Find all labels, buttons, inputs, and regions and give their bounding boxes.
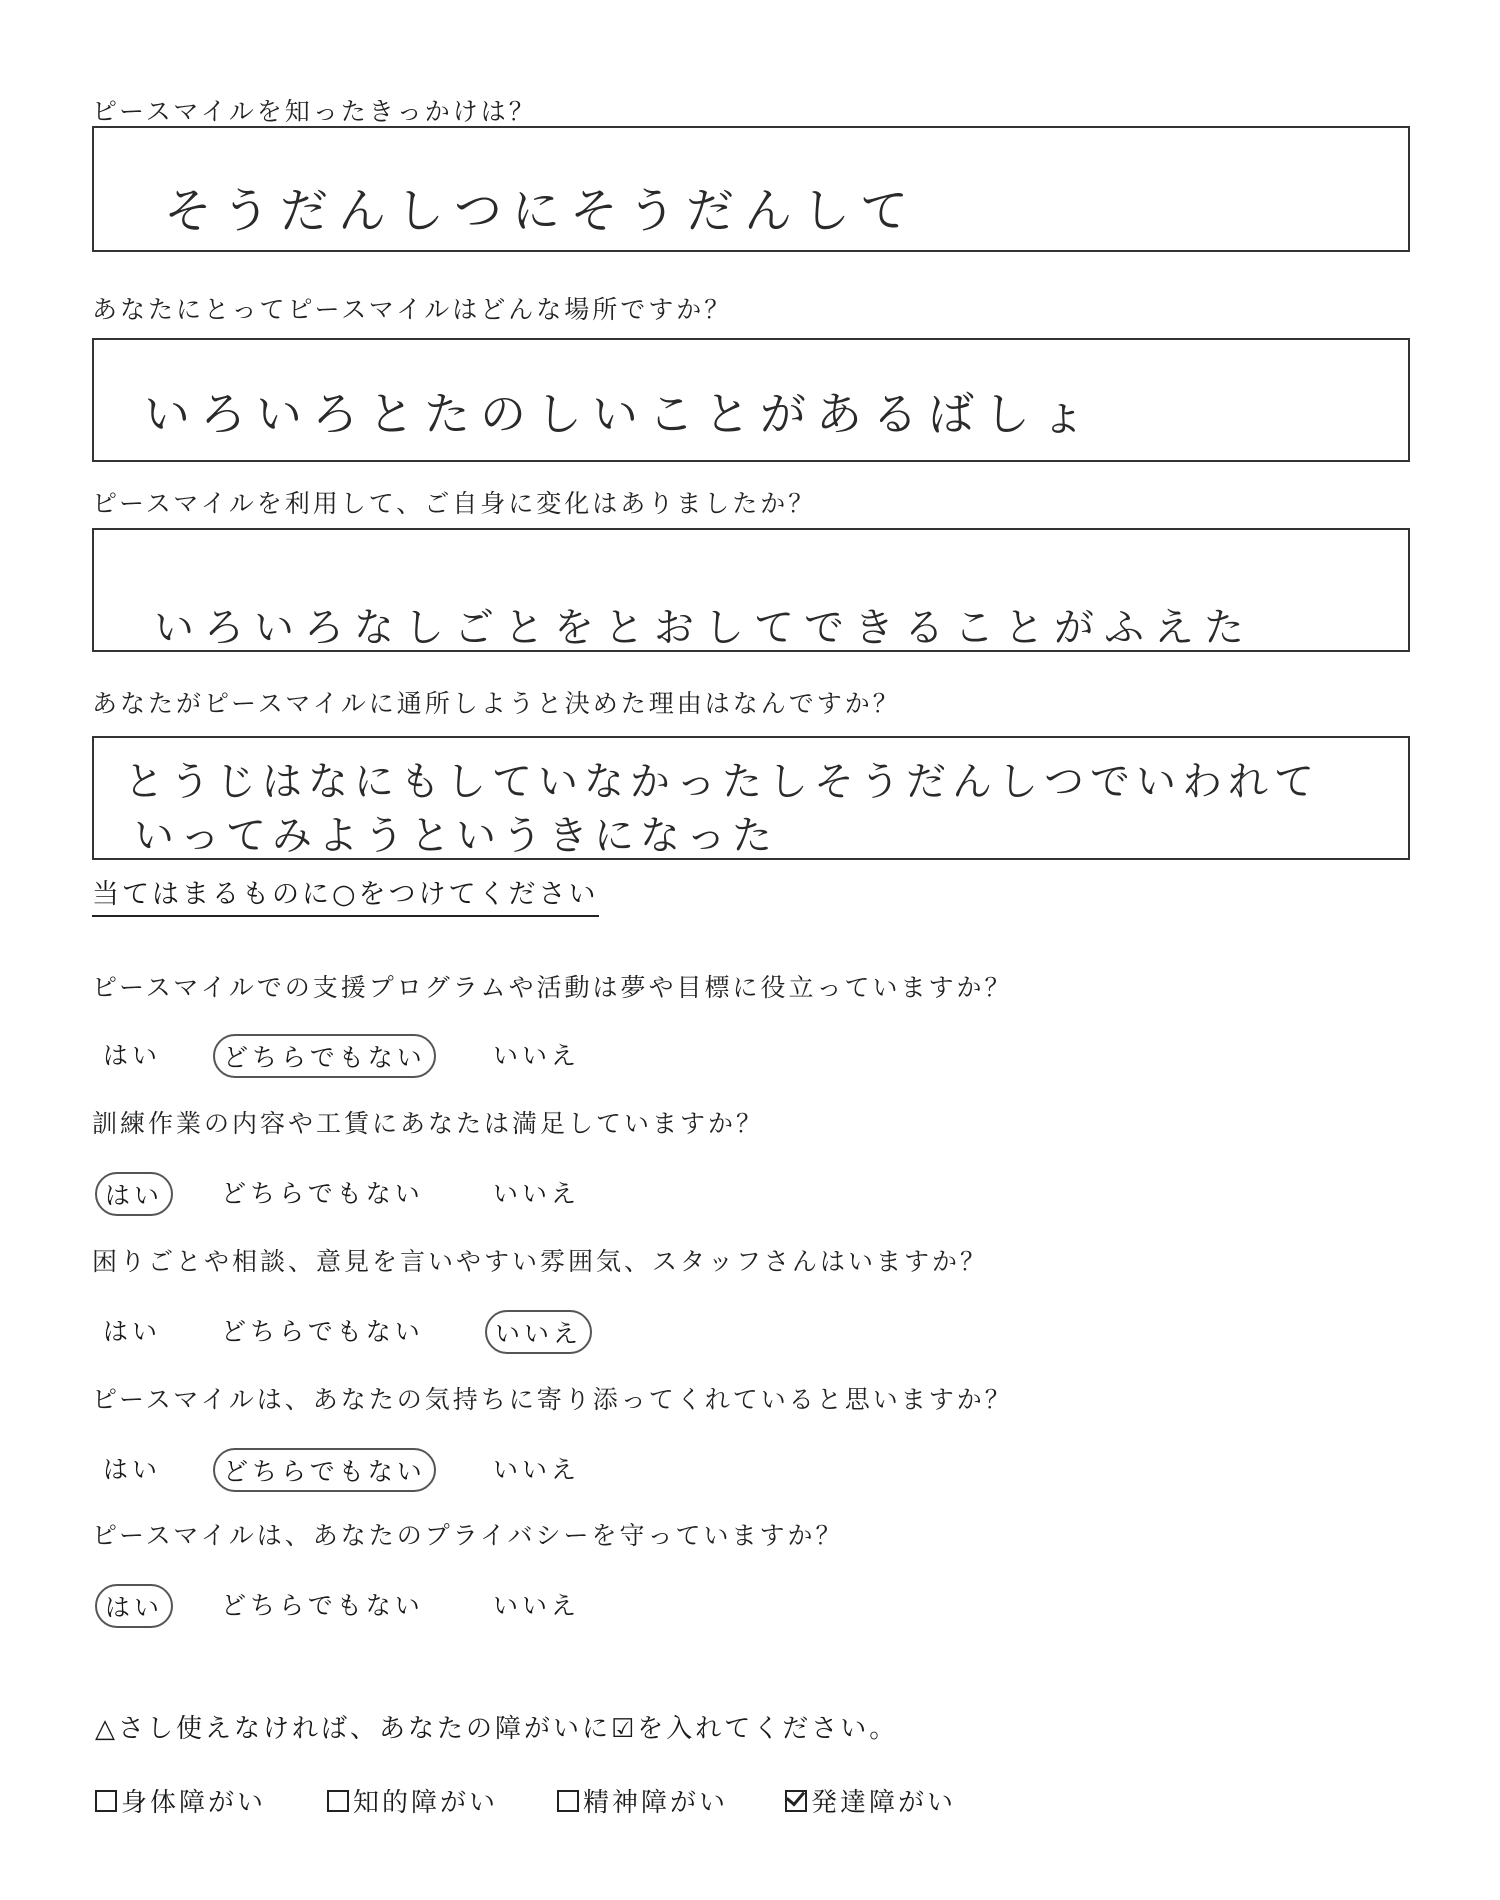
answer-box-4[interactable]	[92, 736, 1410, 860]
checkbox-icon	[557, 1790, 579, 1812]
option-neither[interactable]: どちらでもない	[221, 1179, 424, 1208]
answer-4-text-line2: いってみようというきになった	[134, 813, 778, 859]
option-neither[interactable]: どちらでもない	[221, 1317, 424, 1346]
option-neither[interactable]: どちらでもない	[221, 1591, 424, 1620]
checkbox-physical-disability[interactable]	[95, 1782, 266, 1819]
rating-question-3-label: 困りごとや相談、意見を言いやすい雰囲気、スタッフさんはいますか？	[92, 1247, 989, 1276]
answer-3-text: いろいろなしごとをとおしてできることがふえた	[154, 605, 1254, 651]
section-title: 当てはまるものに○をつけてください	[92, 872, 599, 917]
rating-question-2-label: 訓練作業の内容や工賃にあなたは満足していますか？	[92, 1109, 765, 1138]
question-3-label: ピースマイルを利用して、ご自身に変化はありましたか？	[92, 489, 817, 518]
answer-2-text: いろいろとたのしいことがあるばしょ	[144, 387, 1096, 441]
checkbox-developmental-disability[interactable]	[785, 1782, 956, 1819]
option-neither[interactable]: どちらでもない	[213, 1034, 436, 1078]
rating-question-5-label: ピースマイルは、あなたのプライバシーを守っていますか？	[92, 1521, 844, 1550]
option-no[interactable]: いいえ	[493, 1455, 581, 1484]
question-4-label: あなたがピースマイルに通所しようと決めた理由はなんですか？	[92, 689, 901, 718]
checkbox-intellectual-disability[interactable]	[327, 1782, 498, 1819]
checkbox-label: 発達障がい	[811, 1788, 957, 1818]
answer-box-2[interactable]	[92, 338, 1410, 462]
rating-options-3	[95, 1310, 795, 1350]
checkbox-mental-disability[interactable]	[557, 1782, 728, 1819]
option-no[interactable]: いいえ	[493, 1041, 581, 1070]
option-no[interactable]: いいえ	[493, 1179, 581, 1208]
answer-box-1[interactable]	[92, 126, 1410, 252]
option-no[interactable]: いいえ	[493, 1591, 581, 1620]
checkbox-label: 身体障がい	[121, 1788, 267, 1818]
option-yes[interactable]: はい	[103, 1317, 162, 1346]
checkbox-label: 精神障がい	[583, 1788, 729, 1818]
option-yes[interactable]: はい	[95, 1584, 173, 1628]
rating-options-5	[95, 1584, 795, 1624]
checkbox-label: 知的障がい	[353, 1788, 499, 1818]
checkbox-checked-icon	[785, 1790, 807, 1812]
answer-1-text: そうだんしつにそうだんして	[164, 183, 919, 239]
rating-options-1	[95, 1034, 795, 1074]
checkbox-icon	[327, 1790, 349, 1812]
option-yes[interactable]: はい	[103, 1041, 162, 1070]
option-no[interactable]: いいえ	[485, 1310, 592, 1354]
rating-question-4-label: ピースマイルは、あなたの気持ちに寄り添ってくれていると思いますか？	[92, 1385, 1013, 1414]
option-neither[interactable]: どちらでもない	[213, 1448, 436, 1492]
option-yes[interactable]: はい	[103, 1455, 162, 1484]
rating-options-2	[95, 1172, 795, 1212]
question-1-label: ピースマイルを知ったきっかけは？	[92, 97, 537, 126]
disability-checkboxes	[95, 1782, 1195, 1822]
checkbox-icon	[95, 1790, 117, 1812]
answer-box-3[interactable]	[92, 528, 1410, 652]
option-yes[interactable]: はい	[95, 1172, 173, 1216]
answer-4-text-line1: とうじはなにもしていなかったしそうだんしつでいわれて	[124, 759, 1320, 805]
rating-options-4	[95, 1448, 795, 1488]
rating-question-1-label: ピースマイルでの支援プログラムや活動は夢や目標に役立っていますか？	[92, 973, 1013, 1002]
disability-note: △さし使えなければ、あなたの障がいに☑を入れてください。	[95, 1714, 899, 1744]
question-2-label: あなたにとってピースマイルはどんな場所ですか？	[92, 295, 733, 324]
